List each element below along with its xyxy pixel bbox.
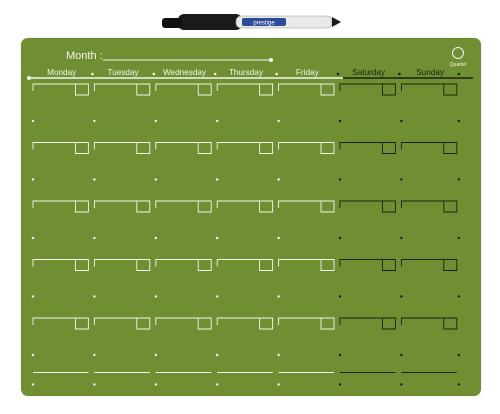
cell-dot bbox=[32, 354, 34, 356]
day-label-sunday: Sunday bbox=[416, 68, 444, 77]
cell-dot bbox=[155, 178, 157, 180]
cell-dot bbox=[93, 178, 95, 180]
cell-dot bbox=[155, 354, 157, 356]
cell-dot bbox=[339, 237, 341, 239]
bottom-dot bbox=[93, 383, 95, 385]
cell-dot bbox=[32, 120, 34, 122]
cell-dot bbox=[400, 295, 402, 297]
header-separator-dot bbox=[153, 73, 156, 76]
cell-dot bbox=[339, 178, 341, 180]
header-separator-dot bbox=[214, 73, 217, 76]
day-label-saturday: Saturday bbox=[352, 68, 386, 77]
cell-dot bbox=[277, 178, 279, 180]
bottom-dot bbox=[400, 383, 402, 385]
marker-label: prestige bbox=[253, 20, 275, 27]
header-separator-dot bbox=[337, 73, 340, 76]
dry-erase-marker bbox=[160, 8, 342, 36]
header-line-dot bbox=[27, 76, 31, 80]
cell-dot bbox=[32, 295, 34, 297]
cell-dot bbox=[93, 120, 95, 122]
marker-cap bbox=[178, 14, 242, 30]
cell-dot bbox=[400, 237, 402, 239]
cell-dot bbox=[400, 354, 402, 356]
header-separator-dot bbox=[398, 73, 401, 76]
day-label-wednesday: Wednesday bbox=[162, 68, 207, 77]
header-separator-dot bbox=[91, 73, 94, 76]
day-label-monday: Monday bbox=[47, 68, 77, 77]
cell-dot bbox=[32, 237, 34, 239]
calendar-grid bbox=[21, 38, 481, 396]
brand-label: Quartet bbox=[449, 62, 467, 68]
marker-clip bbox=[162, 18, 182, 28]
cell-dot bbox=[458, 120, 460, 122]
cell-dot bbox=[277, 120, 279, 122]
cell-dot bbox=[339, 120, 341, 122]
cell-dot bbox=[216, 237, 218, 239]
cell-dot bbox=[277, 237, 279, 239]
cell-dot bbox=[93, 295, 95, 297]
day-label-friday: Friday bbox=[295, 68, 319, 77]
cell-dot bbox=[93, 237, 95, 239]
bottom-dot bbox=[277, 383, 279, 385]
bottom-dot bbox=[339, 383, 341, 385]
cell-dot bbox=[277, 295, 279, 297]
bottom-dot bbox=[155, 383, 157, 385]
cell-dot bbox=[216, 295, 218, 297]
day-label-tuesday: Tuesday bbox=[107, 68, 139, 77]
cell-dot bbox=[339, 354, 341, 356]
cell-dot bbox=[93, 354, 95, 356]
cell-dot bbox=[216, 178, 218, 180]
cell-dot bbox=[400, 178, 402, 180]
cell-dot bbox=[216, 120, 218, 122]
cell-dot bbox=[339, 295, 341, 297]
cell-dot bbox=[277, 354, 279, 356]
cell-dot bbox=[400, 120, 402, 122]
cell-dot bbox=[32, 178, 34, 180]
cell-dot bbox=[458, 178, 460, 180]
cell-dot bbox=[155, 295, 157, 297]
day-label-thursday: Thursday bbox=[228, 68, 263, 77]
calendar-board bbox=[21, 38, 481, 396]
cell-dot bbox=[155, 120, 157, 122]
cell-dot bbox=[216, 354, 218, 356]
month-line-dot bbox=[269, 58, 273, 62]
board-surface bbox=[21, 38, 481, 396]
bottom-dot bbox=[32, 383, 34, 385]
bottom-dot bbox=[458, 383, 460, 385]
cell-dot bbox=[458, 354, 460, 356]
marker-tip bbox=[332, 17, 341, 27]
bottom-dot bbox=[216, 383, 218, 385]
cell-dot bbox=[458, 237, 460, 239]
header-separator-dot bbox=[458, 73, 461, 76]
header-separator-dot bbox=[275, 73, 278, 76]
cell-dot bbox=[458, 295, 460, 297]
month-label: Month : bbox=[66, 50, 103, 62]
cell-dot bbox=[155, 237, 157, 239]
